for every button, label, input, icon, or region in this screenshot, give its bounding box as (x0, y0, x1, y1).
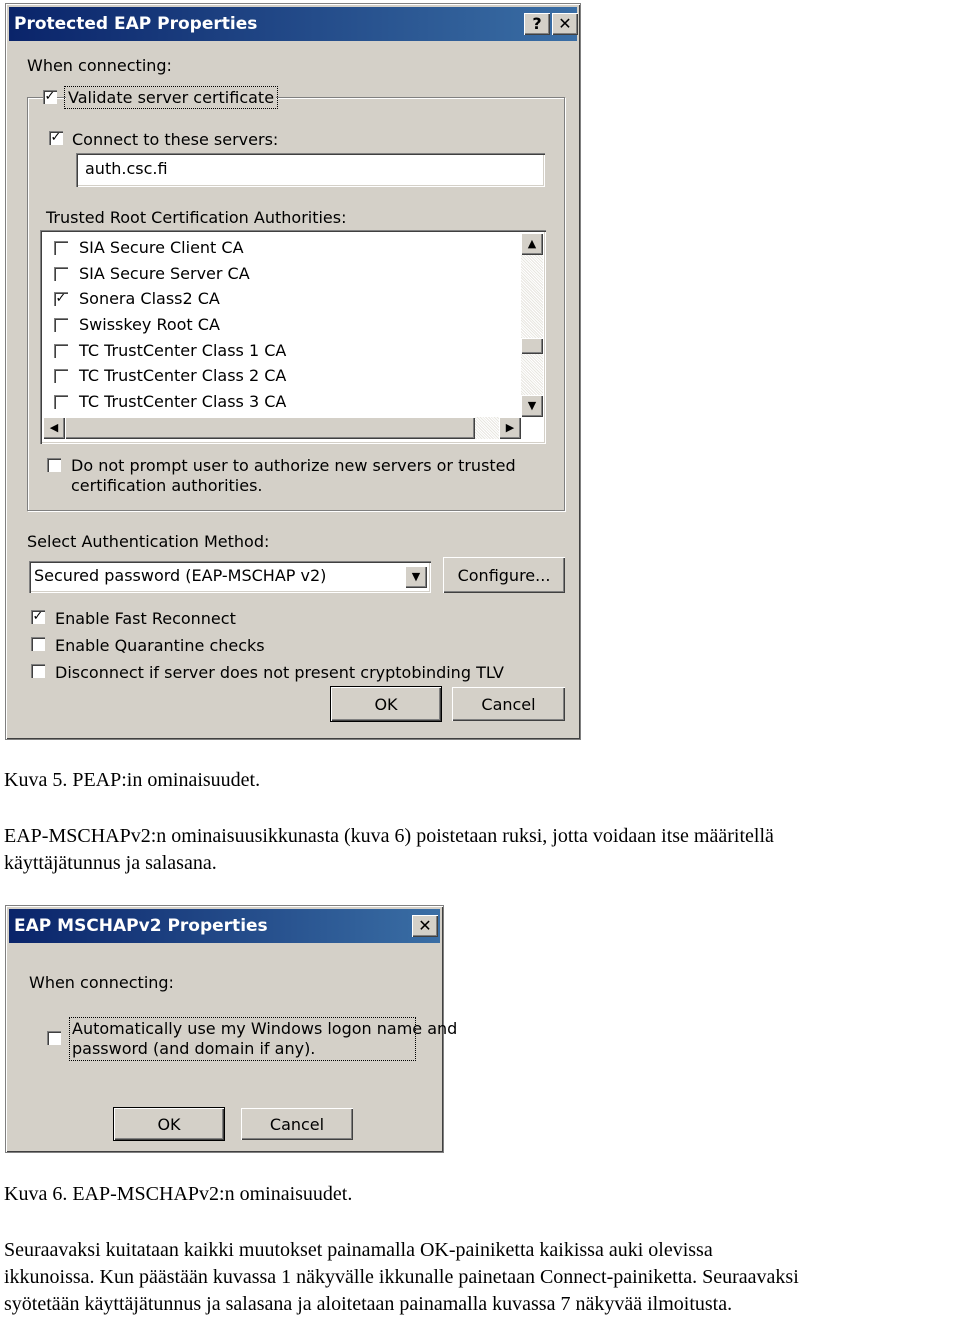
close-button[interactable] (412, 915, 438, 937)
validate-cert-checkbox[interactable]: ✓ (44, 89, 56, 104)
peap-dialog-title: Protected EAP Properties (14, 14, 258, 34)
quarantine-label[interactable]: Enable Quarantine checks (55, 636, 265, 655)
ca-label: TC TrustCenter Class 2 CA (79, 366, 287, 385)
ca-checkbox[interactable] (54, 344, 68, 358)
horizontal-scroll-thumb[interactable] (65, 417, 475, 439)
ca-label: Swisskey Root CA (79, 315, 220, 334)
auto-logon-checkbox[interactable] (47, 1031, 61, 1045)
ca-label: TC TrustCenter Class 3 CA (79, 392, 287, 411)
mschapv2-dialog-titlebar (9, 909, 440, 943)
scroll-thumb[interactable] (521, 338, 543, 354)
close-button[interactable] (552, 13, 578, 35)
ca-label: SIA Secure Client CA (79, 238, 244, 257)
do-not-prompt-checkbox[interactable] (47, 458, 61, 472)
connect-servers-label[interactable]: Connect to these servers: (72, 130, 279, 149)
ca-checkbox[interactable] (54, 369, 68, 383)
cancel-button[interactable]: Cancel (241, 1108, 353, 1140)
cryptobinding-checkbox[interactable] (31, 664, 45, 678)
scroll-right-button[interactable]: ▶ (499, 417, 521, 439)
do-not-prompt-line1[interactable]: Do not prompt user to authorize new servers or trusted (71, 456, 516, 475)
select-auth-method-label: Select Authentication Method: (27, 532, 270, 551)
ca-label: SIA Secure Server CA (79, 264, 250, 283)
fast-reconnect-checkbox[interactable]: ✓ (32, 609, 44, 624)
do-not-prompt-line2[interactable]: certification authorities. (71, 476, 263, 495)
connect-servers-checkbox[interactable]: ✓ (50, 130, 62, 145)
when-connecting-label: When connecting: (29, 973, 174, 992)
ca-checkbox[interactable] (54, 318, 68, 332)
figure-caption-5: Kuva 5. PEAP:in ominaisuudet. (4, 769, 261, 791)
ca-checkbox[interactable] (54, 267, 68, 281)
ca-label: TC TrustCenter Class 1 CA (79, 341, 287, 360)
scroll-up-button[interactable]: ▲ (521, 233, 543, 255)
help-button[interactable] (524, 13, 550, 35)
when-connecting-label: When connecting: (27, 56, 172, 75)
ca-checkbox[interactable]: ✓ (55, 291, 67, 306)
ca-checkbox[interactable] (54, 241, 68, 255)
auth-method-select[interactable] (29, 561, 431, 593)
paragraph-1-line2: käyttäjätunnus ja salasana. (4, 852, 217, 874)
close-icon: ✕ (558, 14, 572, 33)
ca-checkbox[interactable] (54, 395, 68, 409)
ca-listbox[interactable] (40, 230, 546, 444)
ok-button[interactable]: OK (331, 687, 441, 721)
chevron-down-icon[interactable]: ▼ (405, 566, 427, 588)
peap-properties-dialog (5, 3, 581, 740)
auto-logon-label[interactable] (71, 1019, 458, 1059)
cryptobinding-label[interactable]: Disconnect if server does not present cryptobinding TLV (55, 663, 504, 682)
auto-logon-line2: password (and domain if any). (72, 1039, 316, 1058)
scroll-left-button[interactable]: ◀ (43, 417, 65, 439)
ca-label: Sonera Class2 CA (79, 289, 220, 308)
close-icon: ✕ (418, 916, 432, 935)
fast-reconnect-label[interactable]: Enable Fast Reconnect (55, 609, 236, 628)
servers-input[interactable] (76, 153, 545, 187)
figure-caption-6: Kuva 6. EAP-MSCHAPv2:n ominaisuudet. (4, 1183, 353, 1205)
validate-cert-label[interactable]: Validate server certificate (68, 88, 275, 107)
help-icon: ? (532, 14, 542, 33)
auth-method-value: Secured password (EAP-MSCHAP v2) (34, 566, 327, 585)
auto-logon-line1: Automatically use my Windows logon name and (72, 1019, 458, 1038)
mschapv2-properties-dialog (5, 905, 458, 1153)
peap-dialog-titlebar (9, 7, 577, 41)
vertical-scrollbar[interactable] (521, 233, 543, 417)
paragraph-2-line1: Seuraavaksi kuitataan kaikki muutokset painamalla OK-painiketta kaikissa auki olevissa (4, 1239, 713, 1261)
servers-input-value: auth.csc.fi (85, 159, 168, 178)
mschapv2-dialog-title: EAP MSCHAPv2 Properties (14, 916, 268, 936)
paragraph-2-line3: syötetään käyttäjätunnus ja salasana ja aloitetaan painamalla kuvassa 7 näkyvää ilmoitusta. (4, 1293, 733, 1315)
paragraph-1-line1: EAP-MSCHAPv2:n ominaisuusikkunasta (kuva 6) poistetaan ruksi, jotta voidaan itse määritellä (4, 825, 774, 847)
scroll-down-button[interactable]: ▼ (521, 395, 543, 417)
cancel-button[interactable]: Cancel (452, 687, 565, 721)
configure-button[interactable]: Configure... (443, 557, 565, 593)
quarantine-checkbox[interactable] (31, 637, 45, 651)
trusted-root-label: Trusted Root Certification Authorities: (46, 208, 347, 227)
ok-button[interactable]: OK (114, 1108, 224, 1140)
paragraph-2-line2: ikkunoissa. Kun päästään kuvassa 1 näkyvälle ikkunalle painetaan Connect-painiketta. Seuraavaksi (4, 1266, 799, 1288)
